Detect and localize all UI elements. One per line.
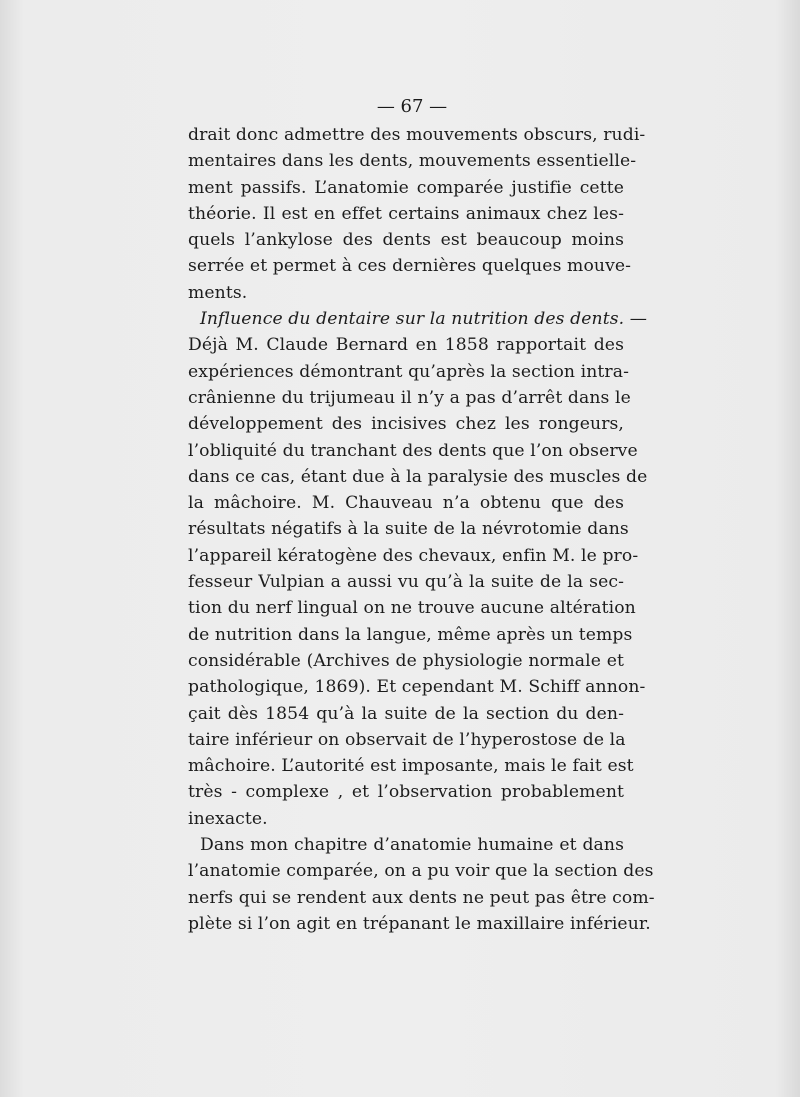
text-line: ments.: [188, 282, 248, 303]
text-line: la mâchoire. M. Chauveau n’a obtenu que des: [188, 493, 624, 514]
text-line: l’anatomie comparée, on a pu voir que la section des: [188, 861, 654, 882]
text-line: théorie. Il est en effet certains animaux chez les-: [188, 203, 624, 224]
text-line: drait donc admettre des mouvements obscurs, rudi-: [188, 125, 646, 145]
text-line: considérable (Archives de physiologie normale et: [188, 650, 624, 671]
text-line: Déjà M. Claude Bernard en 1858 rapportait des: [188, 335, 624, 356]
text-line: l’appareil kératogène des chevaux, enfin M. le pro-: [188, 545, 639, 566]
text-line: très - complexe , et l’observation probablement: [188, 782, 624, 803]
text-line: mâchoire. L’autorité est imposante, mais le fait est: [188, 756, 634, 777]
text-line: tion du nerf lingual on ne trouve aucune altération: [188, 598, 636, 619]
text-line: taire inférieur on observait de l’hyperostose de la: [188, 729, 626, 750]
text-line: serrée et permet à ces dernières quelques mouve-: [188, 256, 632, 277]
page-number: — 67 —: [376, 96, 448, 117]
text-line: résultats négatifs à la suite de la névrotomie dans: [188, 519, 629, 540]
text-line: inexacte.: [188, 808, 268, 829]
text-line: Dans mon chapitre d’anatomie humaine et dans: [200, 835, 624, 856]
text-line: crânienne du trijumeau il n’y a pas d’arrêt dans le: [188, 387, 631, 408]
text-line: expériences démontrant qu’après la section intra-: [188, 361, 629, 382]
text-line: çait dès 1854 qu’à la suite de la section du den-: [188, 703, 624, 724]
text-line: développement des incisives chez les rongeurs,: [188, 414, 624, 435]
text-line: dans ce cas, étant due à la paralysie des muscles de: [188, 466, 648, 487]
text-line: pathologique, 1869). Et cependant M. Schiff annon-: [188, 677, 646, 698]
text-line: ment passifs. L’anatomie comparée justifie cette: [188, 177, 624, 198]
text-line: plète si l’on agit en trépanant le maxillaire inférieur.: [188, 913, 651, 934]
text-line: l’obliquité du tranchant des dents que l’on observe: [188, 440, 638, 461]
text-line: quels l’ankylose des dents est beaucoup moins: [188, 230, 624, 251]
text-line: fesseur Vulpian a aussi vu qu’à la suite de la sec-: [188, 572, 624, 593]
text-line: de nutrition dans la langue, même après un temps: [188, 624, 633, 645]
section-heading: Influence du dentaire sur la nutrition des dents. —: [200, 309, 648, 330]
text-line: mentaires dans les dents, mouvements essentielle-: [188, 151, 637, 172]
text-line: nerfs qui se rendent aux dents ne peut pas être com-: [188, 887, 655, 908]
body-text: [188, 122, 655, 937]
